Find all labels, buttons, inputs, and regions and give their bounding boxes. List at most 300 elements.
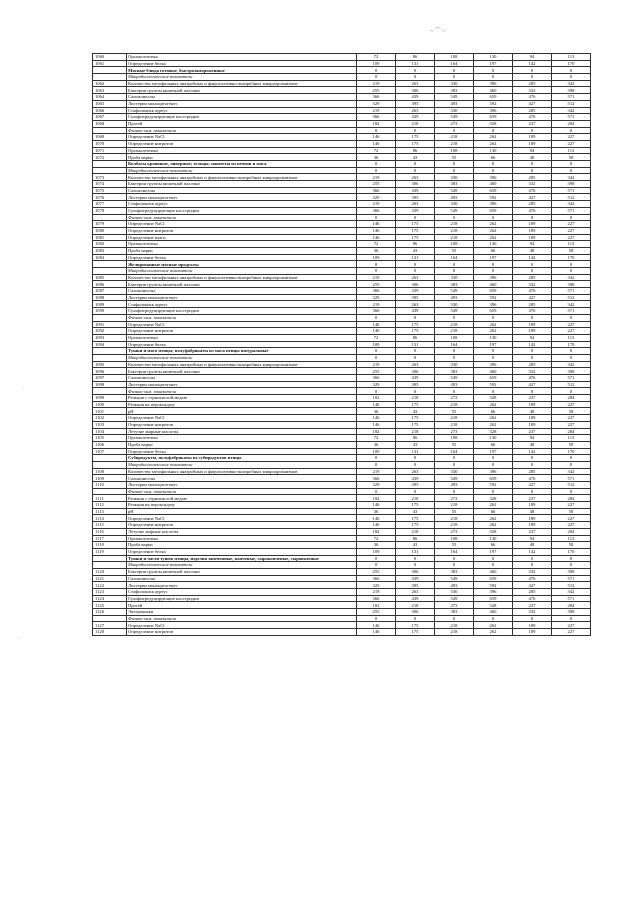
price-cell: 237 (513, 395, 552, 402)
row-code: 1118 (93, 542, 127, 549)
price-cell: 142 (513, 548, 552, 555)
price-cell: 0 (474, 488, 513, 495)
row-name: Колбасы кровяные, ливерные; зельцы; паштеты из печени и мяса (127, 161, 357, 168)
price-cell: 0 (552, 461, 591, 468)
row-code: 1080 (93, 227, 127, 234)
price-cell: 285 (513, 361, 552, 368)
price-cell: 182 (357, 495, 396, 502)
price-cell: 146 (357, 401, 396, 408)
row-name: Сульфитредуцирующие клостридии (127, 308, 357, 315)
row-code: 1128 (93, 629, 127, 636)
row-code: 1126 (93, 609, 127, 616)
row-name: Физико-хим. показатели (127, 214, 357, 221)
price-cell: 219 (357, 589, 396, 596)
price-cell: 262 (474, 502, 513, 509)
row-code: 1061 (93, 60, 127, 67)
price-cell: 218 (435, 502, 474, 509)
price-cell: 218 (435, 401, 474, 408)
price-cell: 659 (474, 475, 513, 482)
price-cell: 285 (513, 80, 552, 87)
price-cell: 262 (474, 421, 513, 428)
price-cell: 58 (552, 542, 591, 549)
price-cell: 0 (357, 161, 396, 168)
row-name: Проба варки (127, 542, 357, 549)
price-cell: 0 (474, 562, 513, 569)
price-cell: 72 (357, 241, 396, 248)
price-cell: 273 (435, 495, 474, 502)
price-cell: 0 (552, 348, 591, 355)
row-name: Определение нитритов (127, 140, 357, 147)
price-cell: 108 (435, 334, 474, 341)
table-row (93, 274, 591, 281)
row-code: 1079 (93, 221, 127, 228)
price-cell: 493 (435, 582, 474, 589)
price-cell: 164 (435, 254, 474, 261)
price-cell: 182 (357, 428, 396, 435)
price-cell: 218 (435, 629, 474, 636)
price-cell: 396 (474, 174, 513, 181)
row-code: 1106 (93, 441, 127, 448)
price-cell: 0 (357, 268, 396, 275)
price-cell: 36 (357, 247, 396, 254)
price-cell: 189 (513, 522, 552, 529)
price-cell: 571 (552, 475, 591, 482)
row-code: 1107 (93, 448, 127, 455)
price-cell: 197 (474, 548, 513, 555)
price-cell: 164 (435, 548, 474, 555)
price-cell: 0 (435, 354, 474, 361)
row-name: Физико-хим. показатели (127, 615, 357, 622)
table-row (93, 308, 591, 315)
row-name: Тушки и мясо птицы; полуфабрикаты из мяса птицы натуральные (127, 348, 357, 355)
price-cell: 113 (552, 535, 591, 542)
price-cell: 396 (474, 468, 513, 475)
row-name: Листерии моноцитогенес (127, 294, 357, 301)
table-row (93, 582, 591, 589)
price-cell: 512 (552, 582, 591, 589)
price-cell: 227 (552, 629, 591, 636)
row-code (93, 348, 127, 355)
row-code: 1063 (93, 87, 127, 94)
table-row (93, 147, 591, 154)
price-cell: 0 (396, 555, 435, 562)
row-code (93, 562, 127, 569)
price-cell: 263 (396, 80, 435, 87)
subheader-row (93, 214, 591, 221)
scan-dot: · (18, 636, 20, 642)
section-row (93, 348, 591, 355)
price-cell: 273 (435, 428, 474, 435)
row-name: Физико-хим. показатели (127, 388, 357, 395)
price-cell: 58 (552, 408, 591, 415)
row-name: Определение белка (127, 341, 357, 348)
price-cell: 189 (513, 401, 552, 408)
price-cell: 55 (435, 542, 474, 549)
table-row (93, 207, 591, 214)
price-cell: 512 (552, 482, 591, 489)
table-row (93, 589, 591, 596)
price-cell: 36 (357, 154, 396, 161)
table-row (93, 482, 591, 489)
row-code: 1084 (93, 254, 127, 261)
price-cell: 659 (474, 187, 513, 194)
price-cell: 0 (513, 388, 552, 395)
price-cell: 0 (474, 127, 513, 134)
row-name: Определение нитритов (127, 421, 357, 428)
price-cell: 86 (396, 147, 435, 154)
price-cell: 273 (435, 602, 474, 609)
row-code: 1074 (93, 181, 127, 188)
price-cell: 366 (357, 575, 396, 582)
price-cell: 227 (552, 522, 591, 529)
price-cell: 329 (357, 482, 396, 489)
table-row (93, 201, 591, 208)
price-cell: 175 (396, 234, 435, 241)
row-code: 1072 (93, 154, 127, 161)
row-name: Реакция с сернокислой медью (127, 495, 357, 502)
price-cell: 396 (474, 80, 513, 87)
row-name: Органолептика (127, 435, 357, 442)
price-cell: 263 (396, 201, 435, 208)
price-cell: 142 (513, 254, 552, 261)
price-cell: 342 (552, 274, 591, 281)
price-cell: 72 (357, 54, 396, 61)
price-cell: 255 (357, 181, 396, 188)
price-cell: 262 (474, 629, 513, 636)
row-code: 1103 (93, 421, 127, 428)
row-name: Бактерии группы кишечной палочки (127, 568, 357, 575)
price-cell: 170 (552, 448, 591, 455)
row-name: Количество мезофильных анаэробных и факультативно-анаэробных микроорганизмов (127, 361, 357, 368)
price-cell: 197 (474, 60, 513, 67)
table-row (93, 548, 591, 555)
row-code: 1086 (93, 281, 127, 288)
row-name: Сальмонеллы (127, 288, 357, 295)
table-row (93, 328, 591, 335)
price-cell: 66 (474, 247, 513, 254)
price-cell: 58 (552, 154, 591, 161)
price-cell: 330 (435, 589, 474, 596)
price-cell: 255 (357, 568, 396, 575)
row-name: Сульфитредуцирующие клостридии (127, 114, 357, 121)
row-name: Микробиологические показатели (127, 74, 357, 81)
price-cell: 113 (552, 54, 591, 61)
price-cell: 512 (552, 100, 591, 107)
price-cell: 219 (357, 274, 396, 281)
price-cell: 659 (474, 94, 513, 101)
price-cell: 592 (474, 294, 513, 301)
row-name: Определение NaCl (127, 415, 357, 422)
price-cell: 86 (396, 334, 435, 341)
row-code: 1099 (93, 395, 127, 402)
row-code (93, 488, 127, 495)
row-name: Микробиологические показатели (127, 167, 357, 174)
price-cell: 66 (474, 542, 513, 549)
price-cell: 0 (396, 268, 435, 275)
price-cell: 227 (552, 221, 591, 228)
price-cell: 549 (435, 308, 474, 315)
price-cell: 366 (357, 475, 396, 482)
price-cell: 94 (513, 241, 552, 248)
price-cell: 439 (396, 575, 435, 582)
price-cell: 72 (357, 334, 396, 341)
row-name: Проба варки (127, 154, 357, 161)
price-cell: 94 (513, 147, 552, 154)
price-cell: 189 (513, 421, 552, 428)
price-cell: 328 (474, 602, 513, 609)
price-cell: 512 (552, 194, 591, 201)
price-cell: 0 (513, 354, 552, 361)
price-cell: 189 (513, 140, 552, 147)
row-code: 1123 (93, 589, 127, 596)
price-cell: 383 (435, 181, 474, 188)
price-cell: 146 (357, 134, 396, 141)
price-cell: 0 (396, 261, 435, 268)
price-cell: 330 (435, 107, 474, 114)
price-cell: 94 (513, 435, 552, 442)
table-row (93, 321, 591, 328)
price-cell: 263 (396, 468, 435, 475)
subheader-row (93, 388, 591, 395)
price-cell: 659 (474, 575, 513, 582)
price-cell: 131 (396, 448, 435, 455)
row-name: Определение NaCl (127, 515, 357, 522)
price-cell: 189 (513, 515, 552, 522)
price-cell: 197 (474, 448, 513, 455)
price-cell: 306 (396, 87, 435, 94)
price-cell: 571 (552, 288, 591, 295)
price-cell: 48 (513, 408, 552, 415)
price-cell: 218 (435, 415, 474, 422)
price-cell: 48 (513, 247, 552, 254)
price-cell: 219 (357, 80, 396, 87)
price-cell: 460 (474, 368, 513, 375)
price-cell: 175 (396, 401, 435, 408)
price-cell: 218 (435, 140, 474, 147)
table-row (93, 381, 591, 388)
price-cell: 0 (513, 167, 552, 174)
table-row (93, 395, 591, 402)
price-cell: 396 (474, 301, 513, 308)
price-cell: 227 (552, 134, 591, 141)
price-cell: 0 (396, 455, 435, 462)
row-name: Мясные блюда готовые, быстрозамороженные (127, 67, 357, 74)
price-cell: 94 (513, 334, 552, 341)
row-code: 1093 (93, 334, 127, 341)
price-cell: 66 (474, 154, 513, 161)
price-cell: 262 (474, 134, 513, 141)
row-code (93, 261, 127, 268)
subheader-row (93, 562, 591, 569)
price-cell: 36 (357, 408, 396, 415)
price-cell: 113 (552, 435, 591, 442)
price-cell: 36 (357, 542, 396, 549)
price-cell: 0 (513, 615, 552, 622)
price-cell: 0 (396, 67, 435, 74)
price-cell: 592 (474, 582, 513, 589)
price-cell: 0 (435, 348, 474, 355)
price-cell: 108 (435, 535, 474, 542)
table-row (93, 254, 591, 261)
row-name: Бактерии группы кишечной палочки (127, 181, 357, 188)
price-cell: 659 (474, 288, 513, 295)
price-cell: 395 (396, 100, 435, 107)
row-code (93, 455, 127, 462)
price-cell: 175 (396, 321, 435, 328)
price-cell: 330 (435, 174, 474, 181)
row-name: Листерии моноцитогенес (127, 100, 357, 107)
price-cell: 0 (435, 268, 474, 275)
section-row (93, 261, 591, 268)
price-cell: 395 (396, 194, 435, 201)
price-cell: 0 (552, 562, 591, 569)
price-cell: 164 (435, 60, 474, 67)
table-row (93, 341, 591, 348)
price-cell: 0 (357, 461, 396, 468)
price-cell: 571 (552, 308, 591, 315)
price-cell: 0 (357, 562, 396, 569)
price-cell: 0 (474, 388, 513, 395)
price-cell: 0 (357, 74, 396, 81)
price-cell: 366 (357, 187, 396, 194)
row-code: 1069 (93, 134, 127, 141)
row-name: Органолептика (127, 241, 357, 248)
row-code: 1071 (93, 147, 127, 154)
subheader-row (93, 74, 591, 81)
row-code (93, 615, 127, 622)
row-code: 1102 (93, 415, 127, 422)
table-row (93, 114, 591, 121)
price-cell: 592 (474, 100, 513, 107)
price-cell: 285 (513, 589, 552, 596)
price-cell: 142 (513, 341, 552, 348)
price-cell: 592 (474, 381, 513, 388)
price-cell: 48 (513, 542, 552, 549)
price-cell: 66 (474, 441, 513, 448)
table-row (93, 87, 591, 94)
row-code: 1082 (93, 241, 127, 248)
price-cell: 189 (513, 221, 552, 228)
price-cell: 0 (513, 461, 552, 468)
row-name: Количество мезофильных анаэробных и факультативно-анаэробных микроорганизмов (127, 274, 357, 281)
price-cell: 0 (435, 161, 474, 168)
price-cell: 571 (552, 375, 591, 382)
row-name: Микробиологические показатели (127, 354, 357, 361)
table-row (93, 241, 591, 248)
price-cell: 227 (552, 515, 591, 522)
price-cell: 273 (435, 395, 474, 402)
table-row (93, 221, 591, 228)
row-name: Сульфитредуцирующие клостридии (127, 595, 357, 602)
table-row (93, 542, 591, 549)
table-row (93, 508, 591, 515)
price-cell: 0 (513, 161, 552, 168)
price-cell: 237 (513, 120, 552, 127)
price-cell: 0 (552, 314, 591, 321)
price-cell: 72 (357, 147, 396, 154)
price-cell: 398 (552, 368, 591, 375)
price-cell: 262 (474, 415, 513, 422)
price-cell: 439 (396, 595, 435, 602)
price-cell: 262 (474, 328, 513, 335)
price-cell: 395 (396, 381, 435, 388)
table-row (93, 140, 591, 147)
price-cell: 592 (474, 194, 513, 201)
price-cell: 328 (474, 528, 513, 535)
price-cell: 332 (513, 181, 552, 188)
price-cell: 175 (396, 415, 435, 422)
row-code: 1125 (93, 602, 127, 609)
table-row (93, 281, 591, 288)
row-code: 1081 (93, 234, 127, 241)
row-code: 1127 (93, 622, 127, 629)
price-cell: 170 (552, 548, 591, 555)
price-cell: 262 (474, 227, 513, 234)
price-cell: 146 (357, 622, 396, 629)
price-cell: 189 (513, 234, 552, 241)
row-code: 1090 (93, 308, 127, 315)
price-cell: 227 (552, 328, 591, 335)
row-code: 1066 (93, 107, 127, 114)
price-cell: 329 (357, 381, 396, 388)
row-name: Определение NaCl (127, 134, 357, 141)
row-code (93, 461, 127, 468)
price-cell: 130 (474, 435, 513, 442)
price-cell: 512 (552, 294, 591, 301)
row-name: Листерии моноцитогенес (127, 381, 357, 388)
price-cell: 218 (435, 421, 474, 428)
row-code: 1064 (93, 94, 127, 101)
table-body (93, 54, 591, 636)
price-cell: 262 (474, 401, 513, 408)
price-cell: 0 (357, 615, 396, 622)
row-name: Определение нитритов (127, 227, 357, 234)
price-cell: 659 (474, 595, 513, 602)
price-cell: 0 (513, 74, 552, 81)
price-cell: 227 (552, 415, 591, 422)
price-cell: 86 (396, 54, 435, 61)
price-cell: 218 (396, 395, 435, 402)
table-row (93, 294, 591, 301)
price-cell: 285 (513, 201, 552, 208)
price-cell: 146 (357, 522, 396, 529)
price-cell: 0 (435, 555, 474, 562)
scan-dot: · (22, 385, 24, 391)
row-name: Листерии моноцитогенес (127, 194, 357, 201)
row-name: Количество мезофильных анаэробных и факультативно-анаэробных микроорганизмов (127, 468, 357, 475)
price-cell: 189 (513, 502, 552, 509)
row-name: Проба варки (127, 441, 357, 448)
price-cell: 285 (513, 274, 552, 281)
price-cell: 285 (513, 174, 552, 181)
price-cell: 328 (474, 395, 513, 402)
price-cell: 262 (474, 140, 513, 147)
price-cell: 460 (474, 568, 513, 575)
row-name: Определение белка (127, 448, 357, 455)
price-cell: 175 (396, 629, 435, 636)
row-name: Стафилококк ауреус (127, 589, 357, 596)
price-cell: 571 (552, 595, 591, 602)
price-cell: 146 (357, 234, 396, 241)
price-cell: 219 (357, 174, 396, 181)
price-cell: 227 (552, 227, 591, 234)
price-cell: 439 (396, 475, 435, 482)
price-cell: 109 (357, 548, 396, 555)
price-cell: 43 (396, 247, 435, 254)
row-code (93, 555, 127, 562)
price-cell: 218 (396, 495, 435, 502)
price-cell: 164 (435, 448, 474, 455)
